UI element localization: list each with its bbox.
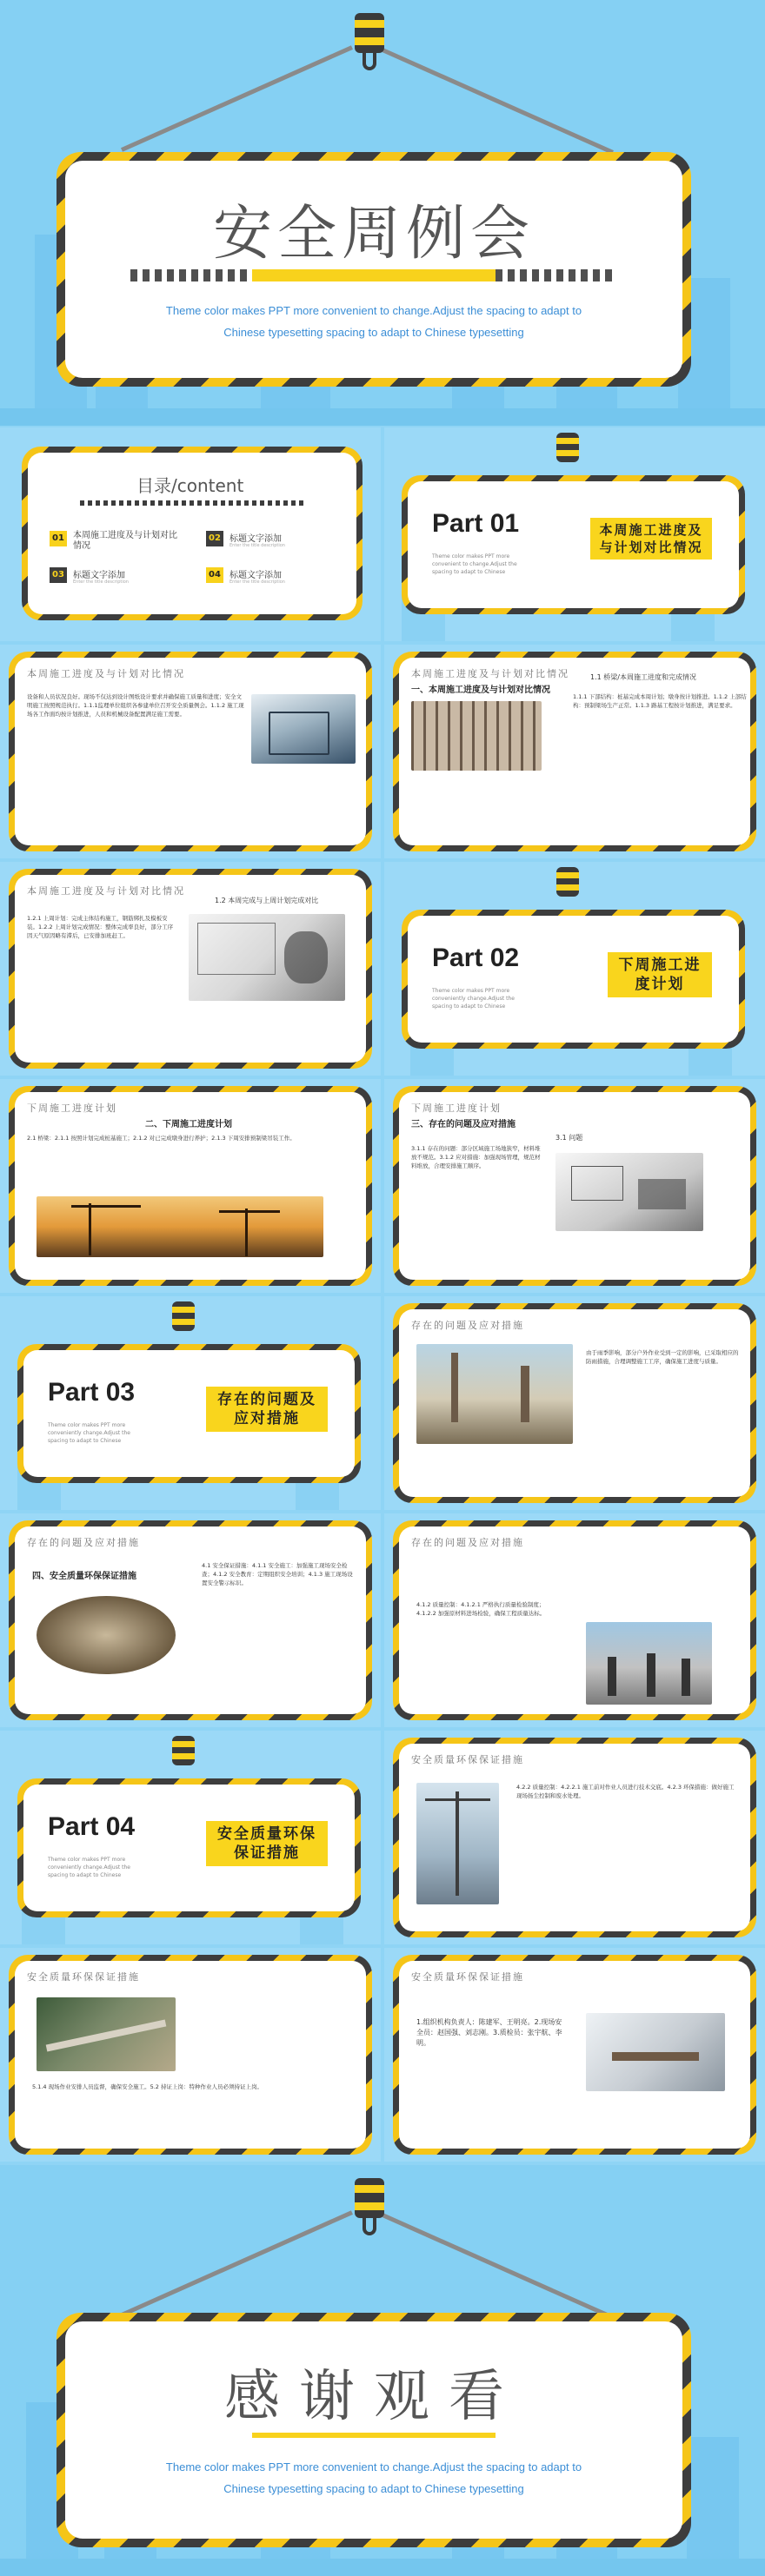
toc-item-4[interactable]: 标题文字添加 bbox=[230, 571, 282, 580]
cover-divider-accent bbox=[252, 269, 496, 281]
crane-rope-right bbox=[382, 48, 614, 155]
ending-title: 感谢观看 bbox=[224, 2365, 523, 2429]
slide-heading: 存在的问题及应对措施 bbox=[27, 1537, 140, 1548]
cover-title: 安全周例会 bbox=[212, 200, 535, 268]
part03-title: Part 03 bbox=[48, 1378, 136, 1407]
section-title: 二、下周施工进度计划 bbox=[145, 1120, 232, 1129]
ending-slide bbox=[0, 2165, 765, 2576]
blueprint-tools-photo bbox=[555, 1153, 703, 1231]
section-title: 一、本周施工进度及与计划对比情况 bbox=[411, 685, 550, 695]
toc-num-1: 01 bbox=[50, 531, 67, 546]
workers-photo bbox=[586, 1622, 712, 1705]
issues-slide-1 bbox=[384, 1079, 765, 1293]
issues-slide-3 bbox=[384, 1513, 765, 1727]
factory-photo bbox=[416, 1344, 573, 1444]
crane-hook-icon bbox=[556, 433, 579, 462]
toc-num-4: 04 bbox=[206, 567, 223, 583]
crane-hook-icon bbox=[172, 1736, 195, 1765]
office-meeting-photo bbox=[586, 2013, 725, 2091]
toc-item-2[interactable]: 标题文字添加 bbox=[230, 534, 282, 544]
part04-tag: 安全质量环保保证措施 bbox=[206, 1821, 328, 1866]
part02-title: Part 02 bbox=[432, 944, 520, 972]
part02-slide bbox=[384, 862, 765, 1076]
slide-heading: 存在的问题及应对措施 bbox=[411, 1320, 524, 1331]
progress-slide-2 bbox=[384, 645, 765, 858]
cover-slide bbox=[0, 0, 765, 426]
ending-subtitle-1: Theme color makes PPT more convenient to change.Adjust the spacing to adapt to bbox=[165, 2460, 582, 2473]
toc-desc-4: Enter the title description bbox=[230, 579, 285, 585]
section-title: 四、安全质量环保保证措施 bbox=[32, 1572, 136, 1581]
next-week-slide bbox=[0, 1079, 381, 1293]
blueprint-photo bbox=[189, 914, 345, 1001]
slide-body: 3.1.1 存在的问题：部分区域施工场地狭窄，材料堆放不规范。3.1.2 应对措施：加强现场管理，规范材料堆放，合理安排施工顺序。 bbox=[411, 1145, 541, 1169]
safety-slide-4 bbox=[384, 1948, 765, 2162]
tower-crane-photo bbox=[416, 1783, 499, 1904]
crane-rope-left bbox=[121, 45, 353, 152]
part04-slide bbox=[0, 1731, 381, 1944]
toc-num-2: 02 bbox=[206, 531, 223, 546]
slide-heading: 安全质量环保保证措施 bbox=[411, 1754, 524, 1765]
slide-body: 4.1 安全保证措施：4.1.1 安全施工：加强施工现场安全检查；4.1.2 安全教育：定期组织安全培训；4.1.3 施工现场设置安全警示标识。 bbox=[202, 1562, 353, 1586]
factory-interior-photo bbox=[37, 1596, 176, 1674]
slide-heading: 安全质量环保保证措施 bbox=[411, 1971, 524, 1983]
crane-hook-icon bbox=[556, 867, 579, 897]
progress-slide-1 bbox=[0, 645, 381, 858]
part03-slide bbox=[0, 1296, 381, 1510]
slide-body: 4.2.2 质量控制：4.2.2.1 施工前对作业人员进行技术交底。4.2.3 环保措施：做好施工现场扬尘控制和废水处理。 bbox=[516, 1784, 735, 1799]
highway-aerial-photo bbox=[37, 1997, 176, 2071]
safety-slide-1 bbox=[0, 1513, 381, 1727]
section-subtitle: 3.1 问题 bbox=[555, 1134, 583, 1142]
section-subtitle: 1.2 本周完成与上周计划完成对比 bbox=[215, 897, 319, 904]
sunset-crane-photo bbox=[37, 1196, 323, 1257]
toc-item-1[interactable]: 本周施工进度及与计划对比情况 bbox=[73, 531, 177, 551]
slide-heading: 本周施工进度及与计划对比情况 bbox=[411, 668, 569, 679]
slide-body: 1.组织机构负责人：陈建军、王明亮。2.现场安全员：赵国强、刘志刚。3.质检员：张宇航、李明。 bbox=[416, 2018, 562, 2047]
crane-rope-right bbox=[382, 2213, 614, 2320]
toc-item-3[interactable]: 标题文字添加 bbox=[73, 571, 125, 580]
slide-body: 1.2.1 上周计划：完成主体结构施工，钢筋绑扎及模板安装。1.2.2 上周计划完成情况：整体完成率良好，部分工序因天气原因略有滞后，已安排加班赶工。 bbox=[27, 915, 174, 939]
ending-divider bbox=[252, 2433, 496, 2438]
part01-tag: 本周施工进度及与计划对比情况 bbox=[590, 518, 712, 560]
part03-desc: Theme color makes PPT more conveniently change.Adjust the spacing to adapt to Chinese bbox=[48, 1422, 130, 1444]
slide-heading: 本周施工进度及与计划对比情况 bbox=[27, 885, 185, 897]
cover-subtitle-2: Chinese typesetting spacing to adapt to Chinese typesetting bbox=[223, 326, 524, 339]
slide-heading: 安全质量环保保证措施 bbox=[27, 1971, 140, 1983]
toc-desc-3: Enter the title description bbox=[73, 579, 129, 585]
slide-heading: 本周施工进度及与计划对比情况 bbox=[27, 668, 185, 679]
toc-title-bar bbox=[80, 500, 306, 506]
slide-body: 2.1 桥梁：2.1.1 按照计划完成桩基施工；2.1.2 对已完成墩身进行养护；2.1.3 下周安排预制梁吊装工作。 bbox=[27, 1135, 296, 1142]
cover-frame bbox=[57, 152, 691, 387]
slide-body: 设备和人员状况良好。现场不仅达到设计图纸设计要求并确保施工质量和进度；安全文明施工按照规范执行。1.1.1监理单位组织各参建单位召开安全质量例会。1.1.2 施工现场各工作面均按计划推进，人员和机械设备配置满足施工需要。 bbox=[27, 693, 244, 718]
progress-slide-3 bbox=[0, 862, 381, 1076]
ending-subtitle-2: Chinese typesetting spacing to adapt to Chinese typesetting bbox=[223, 2482, 524, 2495]
crane-hook-icon bbox=[355, 2178, 384, 2218]
toc-num-3: 03 bbox=[50, 567, 67, 583]
cover-subtitle-1: Theme color makes PPT more convenient to change.Adjust the spacing to adapt to bbox=[165, 304, 582, 317]
part01-slide bbox=[384, 427, 765, 641]
toc-desc-2: Enter the title description bbox=[230, 543, 285, 548]
toc-title: 目录/content bbox=[136, 475, 244, 496]
slide-heading: 下周施工进度计划 bbox=[411, 1103, 502, 1114]
part04-desc: Theme color makes PPT more conveniently change.Adjust the spacing to adapt to Chinese bbox=[48, 1857, 130, 1878]
slide-body: 由于雨季影响，部分户外作业受到一定的影响，已采取相应的防雨措施，合理调整施工工序，确保施工进度与质量。 bbox=[586, 1349, 739, 1365]
slide-body: 1.1.1 下部结构：桩基完成本周计划；墩身按计划推进。1.1.2 上部结构：预制梁场生产正常。1.1.3 路基工程按计划推进，满足要求。 bbox=[573, 693, 747, 709]
slide-body: 5.1.4 现场作业安排人员监督，确保安全施工。5.2 持证上岗：特种作业人员必须持证上岗。 bbox=[32, 2083, 263, 2090]
crane-rope-left bbox=[121, 2210, 353, 2317]
slide-heading: 下周施工进度计划 bbox=[27, 1103, 117, 1114]
safety-slide-2 bbox=[384, 1731, 765, 1944]
part01-desc: Theme color makes PPT more convenient to change.Adjust the spacing to adapt to Chinese bbox=[432, 553, 517, 575]
part02-desc: Theme color makes PPT more conveniently change.Adjust the spacing to adapt to Chinese bbox=[432, 988, 515, 1010]
slide-body: 4.1.2 质量控制：4.1.2.1 严格执行质量检验制度；4.1.2.2 加强原材料进场检验，确保工程质量达标。 bbox=[416, 1601, 546, 1617]
safety-slide-3 bbox=[0, 1948, 381, 2162]
part04-title: Part 04 bbox=[48, 1812, 136, 1841]
section-title: 三、存在的问题及应对措施 bbox=[411, 1120, 516, 1129]
ending-frame bbox=[57, 2313, 691, 2547]
slide-heading: 存在的问题及应对措施 bbox=[411, 1537, 524, 1548]
toc-slide bbox=[0, 427, 381, 641]
part03-tag: 存在的问题及应对措施 bbox=[206, 1387, 328, 1432]
issues-slide-2 bbox=[384, 1296, 765, 1510]
section-subtitle: 1.1 桥梁/本周施工进度和完成情况 bbox=[590, 673, 696, 681]
crane-hook-icon bbox=[355, 13, 384, 53]
crane-hook-icon bbox=[172, 1301, 195, 1331]
part01-title: Part 01 bbox=[432, 509, 520, 538]
part02-tag: 下周施工进度计划 bbox=[608, 952, 712, 997]
scaffold-photo bbox=[411, 701, 542, 771]
construction-photo bbox=[251, 694, 356, 764]
